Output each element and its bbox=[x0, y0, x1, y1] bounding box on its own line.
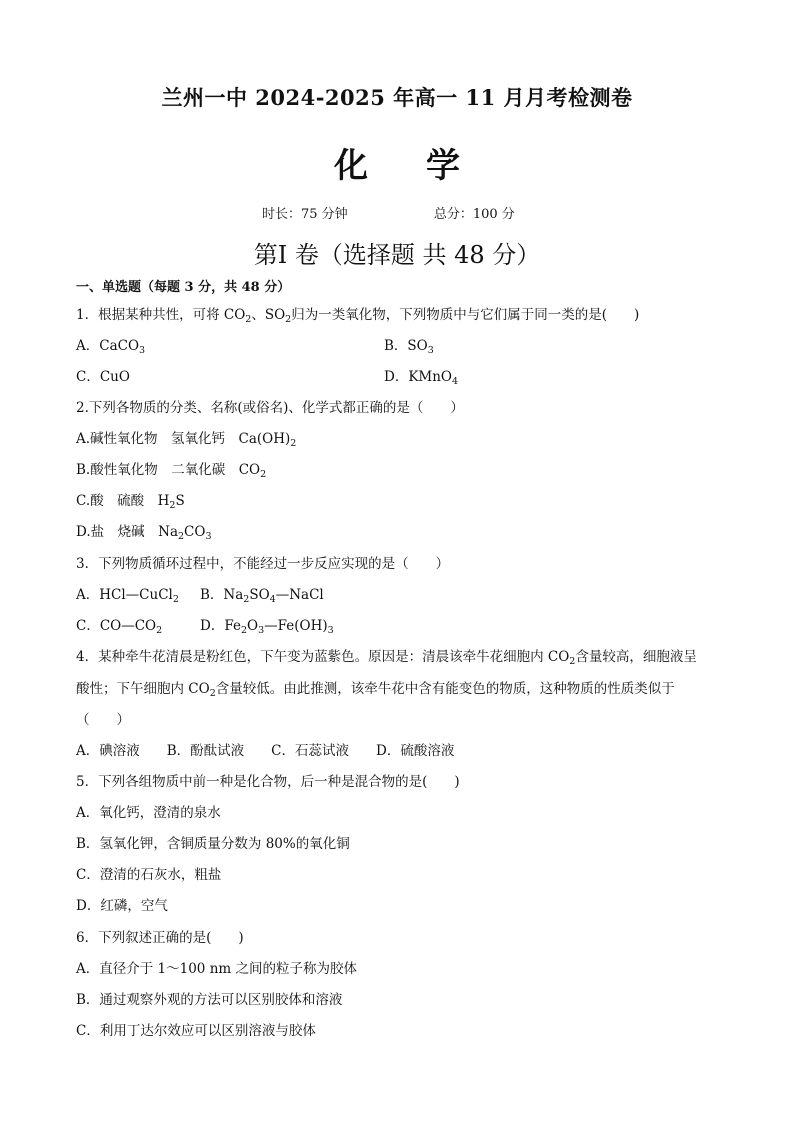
question-6-option-b: B．通过观察外观的方法可以区别胶体和溶液 bbox=[76, 992, 343, 1008]
question-1-option-a: A．CaCO$_3$ bbox=[76, 338, 146, 356]
question-3-option-a: A．HCl—CuCl$_2$ bbox=[76, 587, 179, 605]
question-5-option-c: C．澄清的石灰水，粗盐 bbox=[76, 867, 222, 883]
section-heading: 第Ⅰ 卷（选择题 共 48 分） bbox=[253, 241, 541, 269]
question-6-stem: 6．下列叙述正确的是( ) bbox=[76, 930, 244, 946]
exam-title: 兰州一中 2024-2025 年高一 11 月月考检测卷 bbox=[161, 85, 633, 110]
question-2-option-c: C.酸 硫酸 $H_2S$ bbox=[76, 493, 185, 511]
question-4-stem-line-1: 4．某种牵牛花清晨是粉红色，下午变为蓝紫色。原因是：清晨该牵牛花细胞内 $CO_2$含量较高，细胞液呈 bbox=[76, 649, 697, 667]
subject-char-1: 化 bbox=[334, 146, 368, 186]
question-3-option-b: B．$Na_2SO_4—NaCl$ bbox=[200, 587, 324, 605]
question-4-options: A．碘溶液 B．酚酞试液 C．石蕊试液 D．硫酸溶液 bbox=[76, 743, 455, 759]
question-2-option-b: B.酸性氧化物 二氧化碳 $CO_2$ bbox=[76, 462, 267, 480]
question-5-option-a: A．氧化钙，澄清的泉水 bbox=[76, 805, 221, 821]
subject-title bbox=[0, 138, 794, 187]
question-6-option-c: C．利用丁达尔效应可以区别溶液与胶体 bbox=[76, 1023, 316, 1039]
question-1-option-c: C．CuO bbox=[76, 369, 130, 385]
question-5-stem: 5．下列各组物质中前一种是化合物，后一种是混合物的是( ) bbox=[76, 774, 460, 790]
total-score-text: 总分：100 分 bbox=[433, 207, 515, 222]
part-heading: 一、单选题（每题 3 分，共 48 分） bbox=[76, 280, 291, 295]
question-2-stem: 2.下列各物质的分类、名称(或俗名)、化学式都正确的是（ ） bbox=[76, 400, 464, 416]
question-5-option-b: B．氢氧化钾，含铜质量分数为 80%的氧化铜 bbox=[76, 836, 350, 852]
question-2-option-a: A.碱性氧化物 氢氧化钙 $Ca(OH)_2$ bbox=[76, 431, 297, 449]
question-4-stem-line-3: （ ） bbox=[76, 712, 130, 728]
duration-text: 时长：75 分钟 bbox=[262, 207, 348, 222]
question-3-option-c: C．$CO—CO_2$ bbox=[76, 618, 163, 636]
question-1-option-d: D．KMnO$_4$ bbox=[384, 369, 459, 387]
question-3-stem: 3．下列物质循环过程中，不能经过一步反应实现的是（ ） bbox=[76, 556, 450, 572]
question-1-option-b: B．$SO_3$ bbox=[384, 338, 434, 356]
question-2-option-d: D.盐 烧碱 $Na_2CO_3$ bbox=[76, 524, 212, 542]
question-1-stem: 1．根据某种共性，可将 $CO_2$、$SO_2$归为一类氧化物，下列物质中与它们属于同一类的是( ) bbox=[76, 307, 640, 325]
question-5-option-d: D．红磷，空气 bbox=[76, 898, 168, 914]
subject-char-2: 学 bbox=[426, 146, 460, 186]
question-3-option-d: D．$Fe_2O_3—Fe(OH)_3$ bbox=[200, 618, 334, 636]
question-4-stem-line-2: 酸性；下午细胞内 $CO_2$含量较低。由此推测，该牵牛花中含有能变色的物质，这种物质的性质类似于 bbox=[76, 681, 675, 699]
exam-meta bbox=[262, 203, 515, 222]
question-6-option-a: A．直径介于 1～100 nm 之间的粒子称为胶体 bbox=[76, 961, 357, 977]
